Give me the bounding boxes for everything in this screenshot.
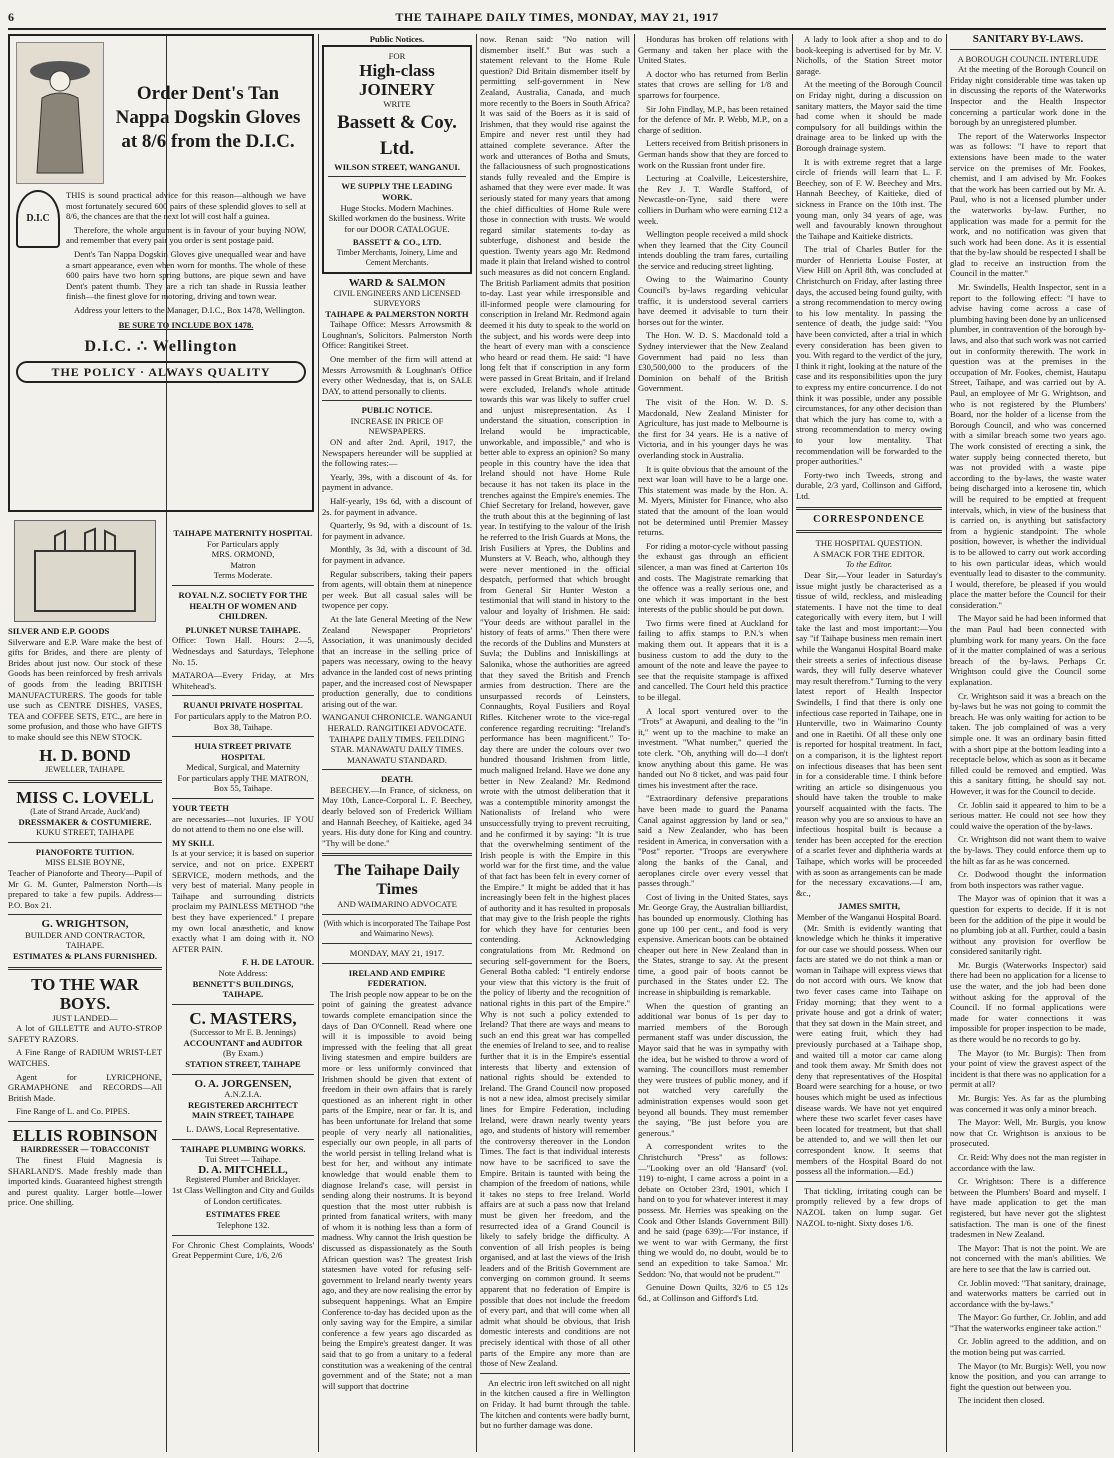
ruanui-body: For particulars apply to the Matron P.O. Box 38, Taihape. xyxy=(174,710,312,732)
decanter-illustration xyxy=(14,520,156,622)
news-item-17: A correspondent writes to the Christchurch "Press" as follows:—"Looking over an old 'Hansard' (vol. 119) to-night, I came across a point in a debate on October 23rd, 1901, which I hand on to you for whatever interest it may possess. Mr. Herries was speaking on the Cook and Other Islands Government Bill) and he said (page 639):—'For instance, if we went to war with Germany, the first thing we would do, no doubt, would be to send an expedition to take Samoa.' Mr. Seddon: 'No, that would not be prudent.'" xyxy=(638,1141,788,1279)
teeth-body: are necessaries—not luxuries. IF YOU do not attend to them no one else will. xyxy=(172,813,314,835)
wrightson-name: G. WRIGHTSON, xyxy=(41,918,129,931)
news-item-22: The trial of Charles Butler for the murder of Henrietta Louise Foster, at View Hill on April 8th, was concluded at Christchurch on Friday, after lasting three days, the accused being found guilty, with a strong recommendation to mercy owing to his low mentality. In passing the sentence of death, the judge said: "You have been convicted, after a trial in which every consideration has been given to you. With regard to the verdict of the jury, I think it right, looking at the nature of the case and its responsibilities upon the jury to express my entire concurrence. I do not think it was possible, under any possible circumstances, for any other decision than that which the jury has come to, with a strong recommendation to mercy owing to your low mentality. That recommendation will be forwarded to the proper authorities." xyxy=(796,244,942,467)
sanitary-body-13: The Mayor: Well, Mr. Burgis, you know now that Cr. Wrightson is anxious to be prosecuted. xyxy=(950,1117,1106,1149)
news-item-13: A local sport ventured over to the "Trots" at Awapuni, and dealing to the "in it," went up to the machine to make an investment. "What number," queried the tote clerk. "Oh, anything will do—I don't know anything about this game. He was handed out No 8 ticket, and was paid four times his investment after the race. xyxy=(638,705,788,790)
sanitary-body-7: Cr. Wrightson did not want them to waive the by-laws. They could enforce them up to the hilt as far as he was concerned. xyxy=(950,834,1106,866)
sanitary-body-5: Cr. Wrightson said it was a breach on the by-laws but he was not going to commit the breach. He was only waiting for action to be taken. The job complained of was a very simple one. It was an ordinary basin fitted with a short pipe at the bottom leading into a receptacle below, which as soon as it became filled could be removed and emptied. Was this a sanitary fitting, he should say not. However, it was for the Council to decide. xyxy=(950,690,1106,796)
column-5 xyxy=(638,34,788,1452)
war-body-2: A Fine Range of RADIUM WRIST-LET WATCHES. xyxy=(8,1047,162,1069)
plumbing-body: 1st Class Wellington and City and Guilds of London certificates. xyxy=(172,1185,314,1206)
sanitary-body-10: Mr. Burgis (Waterworks Inspector) said there had been no application for a license to use the water, and the job had been done without asking for the approval of the Council. If no formal applications were made for water connections it was impossible for proper inspection to be made, as there would be no records to go by. xyxy=(950,959,1106,1045)
sanitary-body-11: The Mayor (to Mr. Burgis): Then from your point of view the gravest aspect of the incident is that there was no application for a permit at all? xyxy=(950,1047,1106,1090)
editorial-continued: now. Renan said: "No nation will dismember itself." But was such a statement relevant to the Home Rule question? Did Britain dismember itself by permitting self-government in New Zealand, Australia, Canada, and much more recently to the Boers in South Africa? It was said of the Boers as it is said of Irishmen, that they would rise against the Empire and never rest until they had attained complete severance. After the work and utterances of Botha and Smuts, the fallaciousness of such prognostications stands fully revealed and the Empire is ashamed that they were ever made. It was seriously stated for many years that among the chief difficulties of Home Rule were those in connection with trusts. We would regard similar statements to-day as subterfuge, dishonest and beside the question. Twenty years ago Mr. Redmond made it plain that Ireland wished to control such measures as did not concern England. The British Parliament admits that position to-day. Last year while irresponsible and ill-informed people were clamouring for conscription in Ireland Mr. Redmond again deemed it his duty to speak to the world on the subject, and his words were deep into the heart of every man with a conscience who heard or read them. He said: "I have long felt that if conscription in any form were passed in Great Britain, and if Ireland were excluded, Ireland's whole attitude towards this war was likely to suffer cruel and unjust misrepresentation. As I understand the situation, conscription in Ireland would be impracticable, unworkable, and impossible," and who is better able to express an opinion? So many people in this country have the idea that Ireland should not have Home Rule because it has not taken its place in the trenches against the Empire's enemies. The Chief Secretary for Ireland, however, gave the truth about this at the beginning of last year. In testifying to the valour of the Irish he referred to the Irish Guards at Mons, the Irish Fusiliers at Ypres, the Dublins and Munsters at V. Beach, who, although they were never mentioned in the official despatch, performed that which brought from General Sir Hunter Weston a testimonial that will stand in history to the valour and loyalty of Irishmen. He said: "Your deeds are without parallel in the history of feats of arms." Then there were the records of the Dublins and Munsters at Suvla; the Dublins and Inniskillings at Salonika, whose the authorities are agreed that they saved the British and French armies from destruction. There are the unsurpassed records of Leinsters, Connaughts, Royal Fusiliers and Royal Rifles. Kitchener wrote to the vice-regal conference regarding recruiting: "Ireland's performance has been magnificent." To-day there are under the colours over two hundred thousand Irishmen from little, much maligned Ireland. Have we done any better in New Zealand? Mr. Redmond wrote with the utmost deliberation that it was a contemptible minority amongst the Nationalists of Ireland who were unsuccessfully trying to prevent recruiting, and he confirmed it by saying: "It is true that the overwhelming sentiment of the Irish people is with the Empire in this world war for the first time, and the value of that fact has been felt in every corner of the Empire." It might be added that it has increasingly been felt in the highest places of authority and it has resulted in proposals that may give to the Irish people the rights for which they have for centuries been contending. Acknowledging congratulations from Mr. Redmond on securing self-government for the Boers, General Botha cabled: "I entirely endorse your view that this victory is the fruit of the policy of liberty and the recognition of national rights in this part of the Empire." Why is not such a policy extended to Ireland? That there are ways and means to such an end this great war has compelled the enemies of Ireland to see, and to realise further that it is in the Empire's essential interests that liberty and extension of national rights should be extended to Ireland. The Grand Council now proposed is not a new idea, almost precisely similar lines for Empire Federation, including Ireland, were drawn nearly twenty years ago, and students of history will remember the controversy thereover in the London Times. The fact is that individual interests now have to be sacrificed to save the Empire. Britain is taunted with being the champion of the freedom of nations, while it takes no steps to free Ireland. World affairs are at such a pass now that Ireland must be given her freedom, and the resurrected idea of a Grand Council is likely to safely bridge the difficulty. A convention of all Irish peoples is being organised, and at last the views of the Irish leaders and of the British Government are converging on common ground. It seems apparent that no federation of Empire is possible that does not include the freedom of every part, and that will come when all admit what should be obvious, that Irish domestic interests and conditions are not precisely identical with those of all other parts of the Empire any more than are those of New Zealand. xyxy=(480,34,630,1369)
masters-addr: STATION STREET, TAIHAPE xyxy=(185,1058,301,1069)
dic-body-1: THIS is sound practical advice for this reason—although we have most fortunately secured 600 pairs of these splendid gloves to sell at 8/6, the chances are that the next lot will cost half a guinea. xyxy=(66,190,306,222)
news-item-2: A doctor who has returned from Berlin states that crows are selling for 1/8 and sparrows for fourpence. xyxy=(638,68,788,100)
war-body-1: A lot of GILLETTE and AUTO-STROP SAFETY RAZORS. xyxy=(8,1023,162,1044)
huia-sub: Medical, Surgical, and Maternity xyxy=(186,762,300,773)
piano-body: Teacher of Pianoforte and Theory—Pupil of Mr G. M. Gunter, Palmerston North—is prepared to take a few pupils. Address—P.O. Box 21. xyxy=(8,867,162,910)
news-item-9: The visit of the Hon. W. D. S. Macdonald, New Zealand Minister for Agriculture, has just made to Melbourne is the first for 34 years. He is a native of Victoria, and in his younger days he was overlanding stock in Australia. xyxy=(638,397,788,460)
pn-title: PUBLIC NOTICE. xyxy=(361,405,433,416)
plumbing-telephone: Telephone 132. xyxy=(216,1220,270,1231)
column-1 xyxy=(8,516,162,1452)
sanitary-body-18: The Mayor: Go further, Cr. Joblin, and add "That the waterworks engineer take action." xyxy=(950,1312,1106,1333)
lovell-name: MISS C. LOVELL xyxy=(16,787,154,807)
ward-trade: CIVIL ENGINEERS AND LICENSED SURVEYORS xyxy=(333,288,461,308)
plumbing-name: D. A. MITCHELL, xyxy=(198,1163,288,1176)
newspaper-header: THE TAIHAPE DAILY TIMES, MONDAY, MAY 21, 1917 xyxy=(395,9,719,24)
bassett-name: Bassett & Coy. Ltd. xyxy=(337,111,457,159)
ward-addr: TAIHAPE & PALMERSTON NORTH xyxy=(325,308,469,319)
war-body-3: Agent for LYRICPHONE, GRAMAPHONE and RECORDS—All British Made. xyxy=(8,1071,162,1103)
news-item-18: Genuine Down Quilts, 32/6 to £5 12s 6d., at Collinson and Gifford's Ltd. xyxy=(638,1282,788,1303)
wrightson-trade: BUILDER AND CONTRACTOR, TAIHAPE. xyxy=(25,929,145,951)
paper-sub: AND WAIMARINO ADVOCATE xyxy=(337,899,457,910)
letter-sign: JAMES SMITH, xyxy=(837,901,901,912)
skill-body: Is at your service; it is based on superior service, and not on price. EXPERT SERVICE, modern methods, and the very best of material. Many people in Taihape and surrounding districts proclaim my PAINLESS METHOD "the best they have experienced." I prepare my own local anæsthetic, and know exactly what I am doing with it. NO AFTER PAIN. xyxy=(172,848,314,954)
column-6 xyxy=(796,34,942,1452)
news-item-6: Wellington people received a mild shock when they learned that the City Council intends doubling the tram fares, curtailing the service and reducing street lighting. xyxy=(638,229,788,271)
news-item-23: Forty-two inch Tweeds, strong and durable, 2/3 yard, Collinson and Gifford, Ltd. xyxy=(796,469,942,501)
skill-title: MY SKILL xyxy=(172,837,215,848)
joinery-for: FOR xyxy=(388,50,406,61)
sanitary-title: SANITARY BY-LAWS. xyxy=(972,34,1084,45)
news-item-5: Lecturing at Coalville, Leicestershire, the Rev J. T. Wardle Stafford, of Newcastle-on-Tyne, said there were colliers in Durham who were earning £12 a week. xyxy=(638,173,788,226)
paper-title: The Taihape Daily Times xyxy=(334,862,460,899)
column-4 xyxy=(480,34,630,1452)
note-building: BENNETT'S BUILDINGS, TAIHAPE. xyxy=(192,978,294,1000)
silver-title: SILVER AND E.P. GOODS xyxy=(8,626,110,636)
bond-name: H. D. BOND xyxy=(39,745,131,765)
bassett-sign: BASSETT & CO., LTD. xyxy=(352,237,442,248)
ward-body-2: One member of the firm will attend at Messrs Arrowsmith & Loughnan's Office every other Wednesday, that is, on SALE DAY, to attend personally to clients. xyxy=(322,353,472,396)
war-body-4: Fine Range of L. and Co. PIPES. xyxy=(16,1106,130,1117)
masters-name: C. MASTERS, xyxy=(189,1008,297,1028)
news-item-10: It is quite obvious that the amount of the next war loan will have to be a large one. This statement was made by the Hon. A. M. Myers, Minister for Finance, who also stated that the amount of the loan would not be determined until Premier Massey returns. xyxy=(638,463,788,538)
dic-body-3: Dent's Tan Nappa Dogskin Gloves give unequalled wear and have a smart appearance, even when worn for months. The whole of these 600 pairs have two horn spring buttons, are pique sewn and have Dent's patent thumb. They are a rich tan shade in Russia leather finish—the finest glove for motoring, driving and town wear. xyxy=(66,248,306,302)
column-rule xyxy=(946,34,947,1452)
pn-body-1: ON and after 2nd. April, 1917, the Newspapers hereunder will be supplied at the following rates:— xyxy=(322,437,472,469)
editorial-body: The Irish people now appear to be on the point of gaining the greatest advance towards complete emancipation since the days of Dan O'Connell. Read where one will it is impossible to avoid being impressed with the feeling that all great living statesmen and empire builders are more or less uniformly convinced that Irishmen should be given that extent of freedom in their own affairs that is rarely questioned as an inherent right in other parts of the Empire, near or far. It is, and has been unfortunate for Ireland that some people of very nearly all nationalities, especially our own people, in all parts of the world persist in telling Ireland what is best for her, and without any intimate knowledge that would enable them to diagnose Ireland's case, will persist in sending along their nostrums. It is beyond question that the most utter rubbish is printed from fanatical writers, with many of whom it is nothing less than a form of madness. Why cannot the Irish question be discussed as dispassionately as the South African question was? The greatest Irish statesmen have voted for refusing self-government to Ireland nearly twenty years ago, and they are now realising the error by subsequent happenings. What an Empire Conference to-day has decided upon as the only saving way for the Empire, a similar conference a few years ago discarded as being the Empire's greatest danger. It was said that to go from a unitary to a federal constitution was a weakening of the central government and of the State; not a man will support that doctrine xyxy=(322,988,472,1391)
sanitary-body-21: The incident then closed. xyxy=(958,1395,1045,1406)
ellis-name: ELLIS ROBINSON xyxy=(12,1126,158,1145)
jorgensen-addr: MAIN STREET, TAIHAPE xyxy=(192,1110,294,1121)
maternity-name: MRS. ORMOND, xyxy=(211,549,275,560)
piano-name: MISS ELSIE BOYNE, xyxy=(45,857,125,868)
masters-sub: (Successor to Mr E. B. Jennings) xyxy=(190,1027,296,1037)
to-editor: To the Editor. xyxy=(845,559,893,570)
column-3 xyxy=(322,34,472,1452)
news-item-16: When the question of granting an additional war bonus of 1s per day to married members of the Borough permanent staff was under discussion, the Mayor said that he was in sympathy with the idea, but he wished to throw a word of warning. The councillors must remember they were trustees of public money, and if not watched very carefully the administration expenses would soon get beyond all bounds. They must remember the saying, "Be just before you are generous." xyxy=(638,1000,788,1138)
masthead xyxy=(8,6,1106,30)
correspondence-header: CORRESPONDENCE xyxy=(813,513,925,525)
pn-papers-list: WANGANUI CHRONICLE. WANGANUI HERALD. RANGITIKEI ADVOCATE. TAIHAPE DAILY TIMES. FEILDING STAR. MANAWATU DAILY TIMES. MANAWATU STANDARD. xyxy=(322,712,472,765)
pn-body-5: Monthly, 3s 3d, with a discount of 3d. for payment in advance. xyxy=(322,544,472,565)
news-item-4: Letters received from British prisoners in German hands show that they are forced to work on the Russian front under fire. xyxy=(638,138,788,170)
news-item-15: Cost of living in the United States, says Mr. George Gray, the Australian billiardist, has bounded up enormously. Clothing has gone up 100 per cent., and food is very expensive. American boots can be obtained cheaper out here in New Zealand than in the States, strange to say. At the present time, a good pair of boots cannot be purchased in the States under £2. The increase in shipbuilding is remarkable. xyxy=(638,891,788,998)
pn-body-3: Half-yearly, 19s 6d, with a discount of 2s. for payment in advance. xyxy=(322,496,472,517)
masters-trade: ACCOUNTANT and AUDITOR xyxy=(183,1037,303,1048)
ruanui-title: RUANUI PRIVATE HOSPITAL xyxy=(183,700,303,711)
rns-title: ROYAL N.Z. SOCIETY FOR THE HEALTH OF WOMEN AND CHILDREN. xyxy=(178,589,308,622)
lovell-addr: KUKU STREET, TAIHAPE xyxy=(35,827,135,838)
dic-advertisement xyxy=(8,34,314,514)
ellis-trade: HAIRDRESSER — TOBACCONIST xyxy=(20,1145,150,1154)
maternity-matron: Matron xyxy=(230,559,256,570)
sanitary-body-15: Cr. Wrightson: There is a difference between the Plumbers' Board and myself. I have made application to get the man registered, but have never got the slightest satisfaction. The man is one of the finest tradesmen in New Zealand. xyxy=(950,1176,1106,1240)
sanitary-body-20: The Mayor (to Mr. Burgis): Well, you now know the position, and you can arrange to fight the question out between you. xyxy=(950,1360,1106,1392)
masters-exam: (By Exam.) xyxy=(222,1048,264,1059)
sanitary-body-4: The Mayor said he had been informed that the man Paul had been connected with plumbing work for many years. On the face of it the matter complained of was a serious breach of the by-laws. Perhaps Cr. Wrightson could give the Council some explanation. xyxy=(950,613,1106,688)
sanitary-body-6: Cr. Joblin said it appeared to him to be a serious matter. He could not see how they could waive the operation of the by-laws. xyxy=(950,799,1106,831)
news-item-11: For riding a motor-cycle without passing the exhaust gas through an efficient silencer, a man was fined at Carterton 10s and costs. The Magistrate remarking that the offence was a really serious one, and one which it was important in the best interests of the public should be put down. xyxy=(638,540,788,615)
news-item-1: Honduras has broken off relations with Germany and taken her place with the United States. xyxy=(638,34,788,66)
sanitary-body-3: Mr. Swindells, Health Inspector, sent in a report to the following effect: "I have to advise having come across a case of plumbing having been done by an unlicensed plumber, in contravention of the borough by-laws, and also that such work was not carried out in conformity therewith. The work in question was at the premises in the occupation of Mr. Fookes, chemist, Hautapu Street, Taihape, and was carried out by A. Paul, an employee of Mr G. Wrightson, and who is not registered by the Plumbers' Board, nor the holder of a license from the Borough Council, and who was concerned with a similar breach some two years ago. The work consisted of erecting a sink, the water supply being connected thereto, but was not provided with a waste pipe according to the by-laws, the waste water being discharged into a kerosene tin, which will be required to be emptied at frequent intervals, which, in view of the business that is carried on, is anything but satisfactory from a hygienic standpoint. The whole position, however, is whether the individual is to be allowed to carry out work according to his own particular ideas, which would eventually lead to disaster to the community. I would, therefore, be pleased if you would place the matter before the Council for their consideration." xyxy=(950,282,1106,610)
pn-body-2: Yearly, 39s, with a discount of 4s. for payment in advance. xyxy=(322,471,472,493)
skill-sign: F. H. DE LATOUR. xyxy=(242,957,314,968)
sanitary-body-17: Cr. Joblin moved: "That sanitary, drainage, and waterworks matters be carried out in accordance with the by-laws." xyxy=(950,1277,1106,1309)
maternity-title: TAIHAPE MATERNITY HOSPITAL xyxy=(173,528,313,538)
hospital-question-title: THE HOSPITAL QUESTION. xyxy=(815,538,923,549)
column-rule xyxy=(792,34,793,1452)
editorial-date: MONDAY, MAY 21, 1917. xyxy=(349,948,445,959)
maternity-terms: Terms Moderate. xyxy=(213,570,273,581)
sanitary-body-9: The Mayor was of opinion that it was a question for experts to decide. If it is not been for the addition of the pipe it would be no plumbing job at all. Further, could a basin without any provision for overflow be considered sanitarily right. xyxy=(950,893,1106,957)
news-item-3: Sir John Findlay, M.P., has been retained for the defence of Mr. P. Webb, M.P., on a charge of sedition. xyxy=(638,103,788,135)
plumbing-sub: Registered Plumber and Bricklayer. xyxy=(185,1175,301,1185)
sanitary-body-12: Mr. Burgis: Yes. As far as the plumbing was concerned it was only a minor breach. xyxy=(950,1093,1106,1114)
mataroa-note: MATAROA—Every Friday, at Mrs Whitehead's. xyxy=(172,670,314,691)
editorial-title: IRELAND AND EMPIRE FEDERATION. xyxy=(348,967,446,989)
death-body: BEECHEY.—In France, of sickness, on May 10th, Lance-Corporal L. F. Beechey, dearly beloved son of Frederick William and Hannah Beechey, of Kaitieke, aged 34 years. His duty done for King and country. "Thy will be done." xyxy=(322,784,472,848)
news-item-19: A lady to look after a shop and to do book-keeping is advertised for by Mr. V. Nicholls, of the Station Street motor garage. xyxy=(796,34,942,76)
public-notices-header: Public Notices. xyxy=(369,34,425,44)
teeth-title: YOUR TEETH xyxy=(172,803,229,814)
paper-note: (With which is incorporated The Taihape Post and Waimarino News). xyxy=(323,919,471,939)
huia-title: HUIA STREET PRIVATE HOSPITAL xyxy=(194,741,292,762)
sanitary-body-1: At the meeting of the Borough Council on Friday night considerable time was taken up in discussing the reports of the Waterworks Inspector and the Health Inspector concerning a particular work done in the borough by an unregistered plumber. xyxy=(950,64,1106,128)
daws-note: L. DAWS, Local Representative. xyxy=(186,1123,300,1134)
sanitary-body-19: Cr. Joblin agreed to the addition, and on the motion being put was carried. xyxy=(950,1336,1106,1358)
sanitary-body-2: The report of the Waterworks Inspector was as follows: "I have to report that extensions have been made to the water service on the premises of Mr. Fookes, chemist, and I am advised by Mr. Fookes that the work has been carried out by Mr. A. Paul, who is not a licensed plumber under the waterworks by-law. Further, no application was made for a permit for the work, and no notification was given that such work had been done. As it is essential that the by-law should be respected I shall be glad to receive an instruction from the Council in the matter." xyxy=(950,130,1106,279)
note-address: Note Address: xyxy=(218,967,268,978)
dic-headline: Order Dent's Tan Nappa Dogskin Gloves at 8/6 from the D.I.C. xyxy=(115,83,301,152)
bassett-addr: WILSON STREET, WANGANUI. xyxy=(334,161,460,172)
column-rule xyxy=(318,34,319,1452)
news-item-7: Owing to the Waimarino County Council's by-laws regarding vehicular traffic, it is understood several carriers have deemed it advisable to turn their horses out for the winter. xyxy=(638,274,788,327)
bassett-supply: WE SUPPLY THE LEADING WORK. xyxy=(341,181,453,202)
sanitary-body-16: The Mayor: That is not the point. We are not concerned with the man's abilities. We are here to see that the law is carried out. xyxy=(950,1242,1106,1274)
joinery-title: High-class JOINERY xyxy=(359,61,435,100)
dic-policy-banner: THE POLICY · ALWAYS QUALITY xyxy=(16,361,306,384)
column-rule xyxy=(476,34,477,1452)
letter-body: Dear Sir,—Your leader in Saturday's issue might justly be characterised as a tissue of wild, reckless, and misleading statements. I have not the time to deal categorically with every item, but I will take the last and most important:—You say "if Taihape business men remain inert while the Wanganui Hospital Board make their streets a series of infectious disease wards, they will fully deserve whatever may result therefrom." Turning to the very latest report of Health Inspector Swindells, I find that there is only one infectious case reported in Taihape, one in Hunterville, two in Waimarino County and one in Raetihi. Of all these only one is reported for hospital treatment. In fact, on a comparison, it is the lightest report on infectious diseases that has been sent in for a considerable time. I think before writing an article so disingenuous you should have taken the trouble to make yourself acquainted with the facts. The reason why you are so anxious to have an infectious hospital built is because a tender has been accepted for the erection of a scarlet fever and diphtheria wards at Taihape, which works will be proceeded with as soon as arrangements can be made for the necessary excavations.—I am, &c., xyxy=(796,569,942,898)
pn-body-6: Regular subscribers, taking their papers from agents, will obtain them at ninepence per week. But all casual sales will be twopence per copy. xyxy=(322,568,472,611)
plumbing-addr: Tui Street — Taihape. xyxy=(205,1154,281,1165)
plunket-body: Office: Town Hall. Hours: 2—5, Wednesdays and Saturdays, Telephone No. 15. xyxy=(172,635,314,667)
dic-box-note: BE SURE TO INCLUDE BOX 1478. xyxy=(118,319,254,330)
war-title: TO THE WAR BOYS. xyxy=(31,974,139,1013)
death-title: DEATH. xyxy=(380,774,414,785)
page-number: 6 xyxy=(8,9,14,24)
letter-member: Member of the Wanganui Hospital Board. xyxy=(796,911,942,922)
dic-logo-icon: D.I.C xyxy=(16,190,60,248)
iron-fire-note: An electric iron left switched on all night in the kitchen caused a fire in Wellington on Friday. It had burnt through the table. The kitchen and contents were badly burnt, but no further damage was done. xyxy=(480,1377,630,1431)
pn-body-7: At the late General Meeting of the New Zealand Newspaper Proprietors' Association, it was unanimously decided that an increase in the selling price of papers was necessary, owing to the heavy advance in the landed cost of news printing paper, and the increased cost of Newspaper production generally, due to conditions arising out of the war. xyxy=(322,613,472,709)
lady-illustration xyxy=(16,42,104,184)
news-item-14: "Extraordinary defensive preparations have been made to guard the Panama Canal against aggression by land or sea," said a New Zealander, who has been resident in America, in conversation with a "Post" reporter. "Troops are everywhere along the banks of the Canal, and aeroplanes circle over every vessel that passes through." xyxy=(638,793,788,889)
pn-sub: INCREASE IN PRICE OF NEWSPAPERS. xyxy=(350,415,444,437)
lovell-trade: DRESSMAKER & COSTUMIERE. xyxy=(18,816,152,827)
jorgensen-sub: A.N.Z.I.A. xyxy=(224,1089,262,1100)
smack-title: A SMACK FOR THE EDITOR. xyxy=(813,548,925,559)
wrightson-est: ESTIMATES & PLANS FURNISHED. xyxy=(12,951,158,962)
column-2 xyxy=(172,528,314,1452)
editor-note: (Mr. Smith is evidently wanting that knowledge which he thinks it imperative for our case we should possess. When our facts are stated we do not think a man or woman in Taihape will express views that do not accord with ours. We know that two fever cases came into Taihape on Friday morning; that they went to a private house and got a drink of water; that they sat down in the Main street, and were eating fruit, which they had previously purchased at a Taihape shop, and waited till a motor car came along and took them away. Mr Smith does not deny that representatives of the Hospital Board were searching for a house, or two houses which might be used as infectious disease wards. We have not yet enquired where these two scarlet fever cases have been located for treatment, but that shall be attended to, and we will then let our correspondent know. It seems that members of the Hospital Board do not possess all the information.—Ed.) xyxy=(796,922,942,1177)
plumbing-title: TAIHAPE PLUMBING WORKS. xyxy=(180,1143,306,1154)
news-item-8: The Hon. W. D. S. Macdonald told a Sydney interviewer that the New Zealand Government had paid no less than £30,500,000 to the producers of the Dominion on behalf of the British Government. xyxy=(638,330,788,394)
piano-title: PIANOFORTE TUITION. xyxy=(35,846,135,857)
news-item-20: At the meeting of the Borough Council on Friday night, during a discussion on sanitary matters, the Mayor said the time had come when it should be made compulsory for all buildings within the drainage area to be linked up with the Borough drainage system. xyxy=(796,79,942,153)
plumbing-estimates: ESTIMATES FREE xyxy=(205,1209,281,1220)
news-item-21: It is with extreme regret that a large circle of friends will learn that L. F. Beechey, son of F. W. Beechey and Mrs. Hannah Beechey, of Kaitieke, died of sickness in France on the 10th inst. The young man, only 34 years of age, was well and favourably known throughout the Taihape and Kaitieke districts. xyxy=(796,156,942,241)
war-sub: JUST LANDED— xyxy=(52,1012,118,1023)
news-item-12: Two firms were fined at Auckland for failing to affix stamps to P.N.'s when making them out. It appears that it is a business custom to add the duty to the amount of the note and leave the payee to see that the requisite stampage is affixed and cancelled. The Court held this practice to be illegal. xyxy=(638,617,788,703)
woods-cure: For Chronic Chest Complaints, Woods' Great Peppermint Cure, 1/6, 2/6 xyxy=(172,1239,314,1261)
silver-body: Silverware and E.P. Ware make the best of gifts for Brides, and there are plenty of Brides about just now. Our stock of these Goods has been reinforced by fresh arrivals of goods from the leading BRITISH MANUFACTURERS. The goods for table use such as CENTRE DISHES, VASES, TEA and COFFEE SETS, ETC., are here in some profusion, and those who have GIFTS to make should see this NEW STOCK. xyxy=(8,636,162,742)
ellis-body: The finest Fluid Magnesia is SHARLAND'S. Made freshly made than imported kinds. Guaranteed highest strength and purest quality. Larger bottle—lower price. One shilling. xyxy=(8,1155,162,1208)
pn-body-4: Quarterly, 9s 9d, with a discount of 1s. for payment in advance. xyxy=(322,520,472,541)
sanitary-body-8: Cr. Dodwood thought the information from both inspectors was rather vague. xyxy=(950,869,1106,890)
dic-address: Address your letters to the Manager, D.I.C., Box 1478, Wellington. xyxy=(74,304,305,315)
dic-signature: D.I.C. ∴ Wellington xyxy=(84,338,238,356)
lovell-sub: (Late of Strand Arcade, Auck'and) xyxy=(30,806,140,816)
joinery-write: WRITE xyxy=(383,99,411,110)
sanitary-body-14: Cr. Reid: Why does not the man register in accordance with the law. xyxy=(950,1151,1106,1173)
dic-body-2: Therefore, the whole argument is in favour of your buying NOW, and remember that every pair you order is sent postage paid. xyxy=(66,224,306,246)
bassett-trade: Timber Merchants, Joinery, Lime and Cement Merchants. xyxy=(336,247,458,267)
jorgensen-trade: REGISTERED ARCHITECT xyxy=(187,1099,299,1110)
plunket-title: PLUNKET NURSE TAIHAPE. xyxy=(185,624,301,635)
huia-body: For particulars apply THE MATRON, Box 55, Taihape. xyxy=(177,772,309,794)
jorgensen-name: O. A. JORGENSEN, xyxy=(194,1077,292,1090)
sanitary-sub: A BOROUGH COUNCIL INTERLUDE xyxy=(957,53,1099,64)
ward-body-1: Taihape Office: Messrs Arrowsmith & Loughnan's, Solicitors. Palmerston North Office: Rangitikei Street. xyxy=(322,319,472,351)
maternity-particulars: For Particulars apply xyxy=(206,538,280,549)
bassett-body: Huge Stocks. Modern Machines. Skilled workmen do the business. Write for our DOOR CATALOGUE. xyxy=(328,202,466,234)
column-rule xyxy=(634,34,635,1452)
ward-name: WARD & SALMON xyxy=(348,276,446,289)
column-7 xyxy=(950,34,1106,1452)
nazol-ad: That tickling, irritating cough can be promptly relieved by a few drops of NAZOL taken on lump sugar. Get NAZOL to-night. Sixty doses 1/6. xyxy=(796,1185,942,1228)
bond-trade: JEWELLER, TAIHAPE. xyxy=(45,764,125,774)
